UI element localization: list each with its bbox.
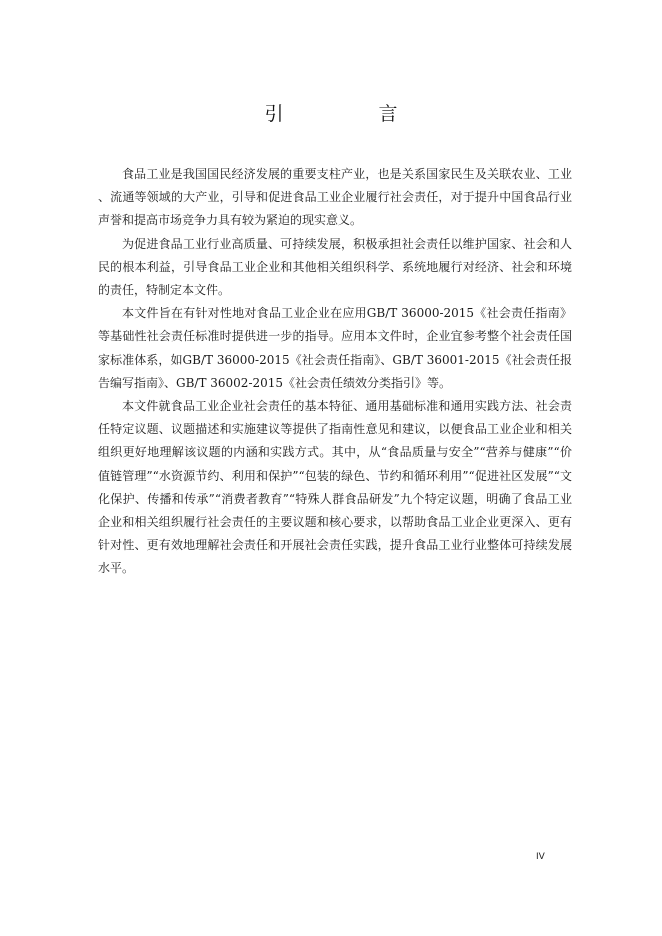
paragraph-4: 本文件就食品工业企业社会责任的基本特征、通用基础标准和通用实践方法、社会责任特定议题、议题描述和实施建议等提供了指南性意见和建议，以便食品工业企业和相关组织更好地理解该议题的内涵和实践方式。其中，从“食品质量与安全”“营养与健康”“价值链管理”“水资源节约、利用和保护”“包装的绿色、节约和循环利用”“促进社区发展”“文化保护、传播和传承”“消费者教育”“特殊人群食品研发”九个特定议题，明确了食品工业企业和相关组织履行社会责任的主要议题和核心要求，以帮助食品工业企业更深入、更有针对性、更有效地理解社会责任和开展社会责任实践，提升食品工业行业整体可持续发展水平。 (98, 399, 572, 576)
paragraph-3: 本文件旨在有针对性地对食品工业企业在应用GB/T 36000-2015《社会责任指南》等基础性社会责任标准时提供进一步的指导。应用本文件时，企业宜参考整个社会责任国家标准体系，如GB/T 36000-2015《社会责任指南》、GB/T 36001-2015《社会责任报告编写指南》、GB/T 36002-2015《社会责任绩效分类指引》等。 (98, 306, 572, 390)
paragraph-1: 食品工业是我国国民经济发展的重要支柱产业，也是关系国家民生及关联农业、工业、流通等领域的大产业，引导和促进食品工业企业履行社会责任，对于提升中国食品行业声誉和提高市场竞争力具有较为紧迫的现实意义。 (98, 167, 572, 228)
body-text (98, 163, 572, 581)
page-number: IV (536, 852, 545, 862)
page-title: 引 言 (264, 103, 436, 125)
paragraph-2: 为促进食品工业行业高质量、可持续发展，积极承担社会责任以维护国家、社会和人民的根本利益，引导食品工业企业和其他相关组织科学、系统地履行对经济、社会和环境的责任，特制定本文件。 (98, 236, 572, 298)
